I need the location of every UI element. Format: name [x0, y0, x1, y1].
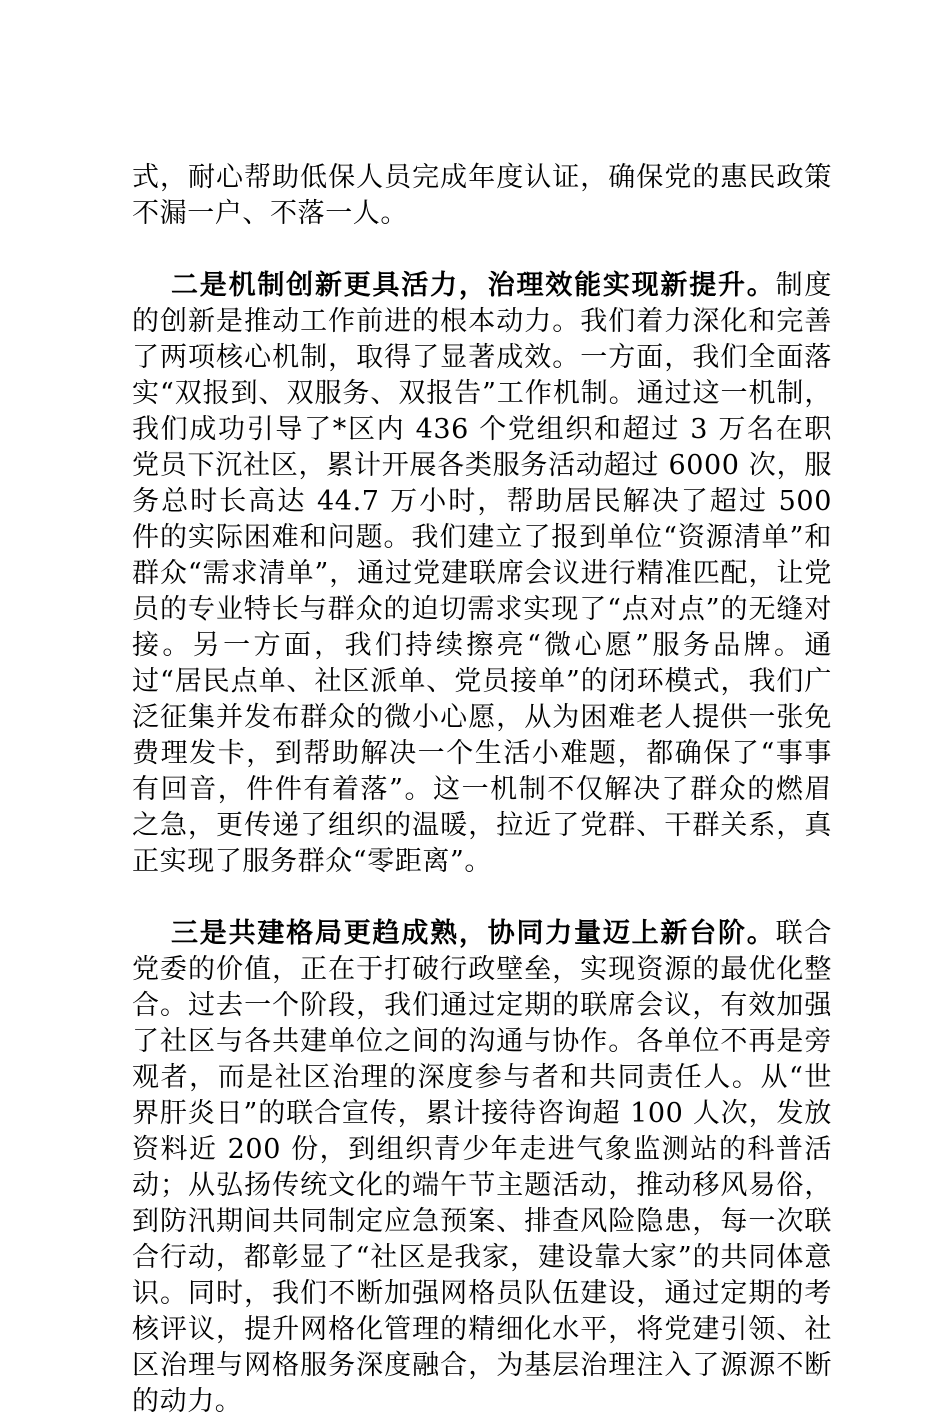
paragraph-mechanism-innovation [132, 268, 832, 880]
paragraph-heading: 二是机制创新更具活力，治理效能实现新提升。 [171, 270, 776, 301]
paragraph-text: 制度的创新是推动工作前进的根本动力。我们着力深化和完善了两项核心机制，取得了显著成效。一方面，我们全面落实“双报到、双服务、双报告”工作机制。通过这一机制，我们成功引导了*区内 436 个党组织和超过 3 万名在职党员下沉社区，累计开展各类服务活动超过 6000 次，服务总时长高达 44.7 万小时，帮助居民解决了超过 500 件的实际困难和问题。我们建立了报到单位“资源清单”和群众“需求清单”，通过党建联席会议进行精准匹配，让党员的专业特长与群众的迫切需求实现了“点对点”的无缝对接。另一方面，我们持续擦亮“微心愿”服务品牌。通过“居民点单、社区派单、党员接单”的闭环模式，我们广泛征集并发布群众的微小心愿，从为困难老人提供一张免费理发卡，到帮助解决一个生活小难题，都确保了“事事有回音，件件有着落”。这一机制不仅解决了群众的燃眉之急，更传递了组织的温暖，拉近了党群、干群关系，真正实现了服务群众“零距离”。 [132, 270, 832, 877]
paragraph-heading: 三是共建格局更趋成熟，协同力量迈上新台阶。 [171, 918, 776, 949]
paragraph-continuation [132, 160, 832, 232]
paragraph-co-construction [132, 916, 832, 1420]
document-page [132, 160, 832, 1420]
paragraph-text: 联合党委的价值，正在于打破行政壁垒，实现资源的最优化整合。过去一个阶段，我们通过定期的联席会议，有效加强了社区与各共建单位之间的沟通与协作。各单位不再是旁观者，而是社区治理的深度参与者和共同责任人。从“世界肝炎日”的联合宣传，累计接待咨询超 100 人次，发放资料近 200 份，到组织青少年走进气象监测站的科普活动；从弘扬传统文化的端午节主题活动，推动移风易俗，到防汛期间共同制定应急预案、排查风险隐患，每一次联合行动，都彰显了“社区是我家，建设靠大家”的共同体意识。同时，我们不断加强网格员队伍建设，通过定期的考核评议，提升网格化管理的精细化水平，将党建引领、社区治理与网格服务深度融合，为基层治理注入了源源不断的动力。 [132, 918, 832, 1417]
paragraph-text: 式，耐心帮助低保人员完成年度认证，确保党的惠民政策不漏一户、不落一人。 [132, 162, 832, 229]
